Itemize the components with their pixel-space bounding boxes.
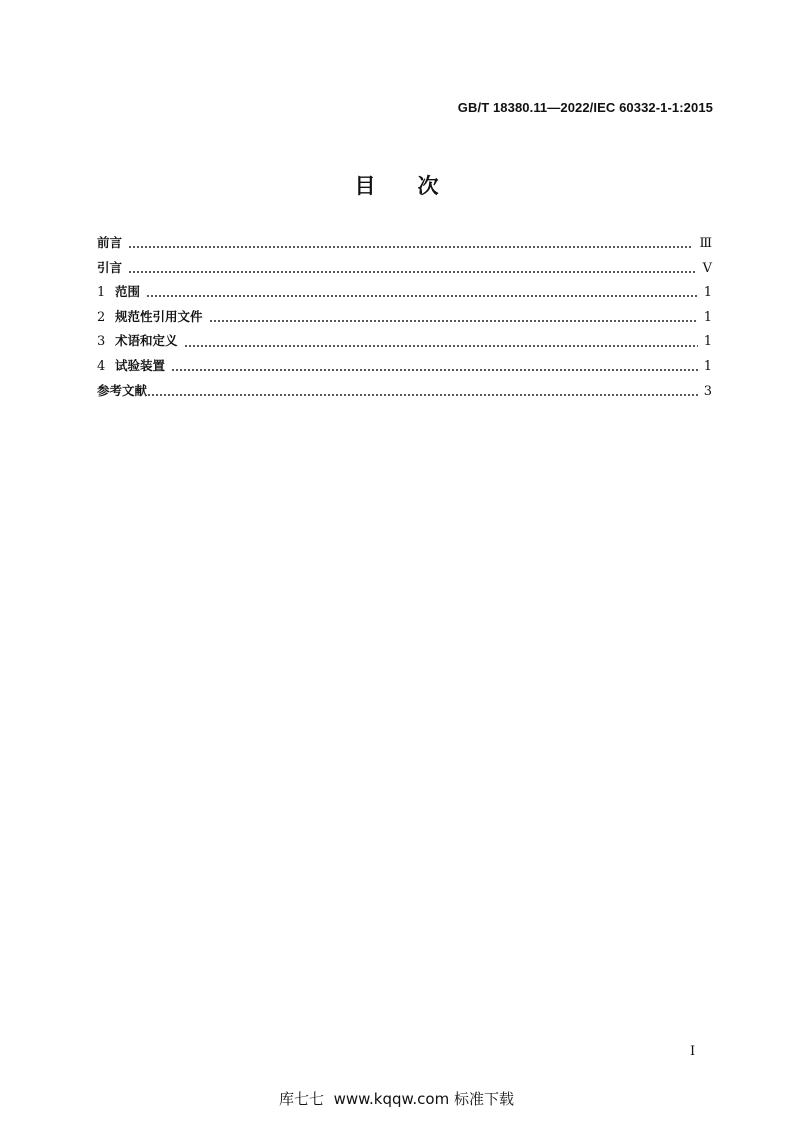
table-of-contents — [97, 233, 712, 405]
watermark-footer: 库七七 www.kqqw.com 标准下载 — [279, 1090, 514, 1108]
toc-entry-number: 4 — [97, 358, 106, 374]
toc-entry-page: V — [702, 260, 712, 276]
toc-entry-label: 前言 — [97, 235, 123, 250]
toc-entry-page: 3 — [703, 383, 712, 399]
dot-leader — [128, 271, 697, 273]
dot-leader — [128, 246, 693, 248]
toc-entry-page: 1 — [703, 285, 712, 301]
toc-entry-number: 3 — [97, 334, 106, 350]
dot-leader — [146, 295, 698, 297]
toc-entry-scope[interactable] — [97, 282, 712, 307]
dot-leader — [147, 394, 698, 396]
toc-entry-page: 1 — [703, 309, 712, 325]
dot-leader — [184, 345, 698, 347]
dot-leader — [209, 320, 698, 322]
toc-entry-label: 参考文献 — [97, 382, 148, 398]
toc-entry-introduction[interactable] — [97, 258, 712, 283]
toc-entry-page: 1 — [703, 334, 712, 350]
toc-entry-page: 1 — [703, 358, 712, 374]
toc-entry-number: 1 — [97, 285, 106, 301]
toc-entry-normative-references[interactable] — [97, 307, 712, 332]
toc-entry-label: 试验装置 — [115, 357, 166, 373]
toc-entry-terms-definitions[interactable] — [97, 331, 712, 356]
toc-entry-bibliography[interactable] — [97, 381, 712, 406]
toc-entry-label: 术语和定义 — [115, 333, 178, 349]
toc-entry-page: Ⅲ — [699, 236, 712, 251]
page-title: 目次 — [354, 174, 481, 198]
page-number: I — [690, 1044, 696, 1059]
toc-entry-foreword[interactable] — [97, 233, 712, 258]
standard-number-header: GB/T 18380.11—2022/IEC 60332-1-1:2015 — [457, 100, 713, 115]
dot-leader — [171, 369, 698, 371]
toc-entry-test-apparatus[interactable] — [97, 356, 712, 381]
toc-entry-number: 2 — [97, 309, 106, 325]
toc-entry-label: 范围 — [115, 284, 141, 300]
toc-entry-label: 引言 — [97, 259, 123, 275]
toc-entry-label: 规范性引用文件 — [115, 308, 203, 324]
